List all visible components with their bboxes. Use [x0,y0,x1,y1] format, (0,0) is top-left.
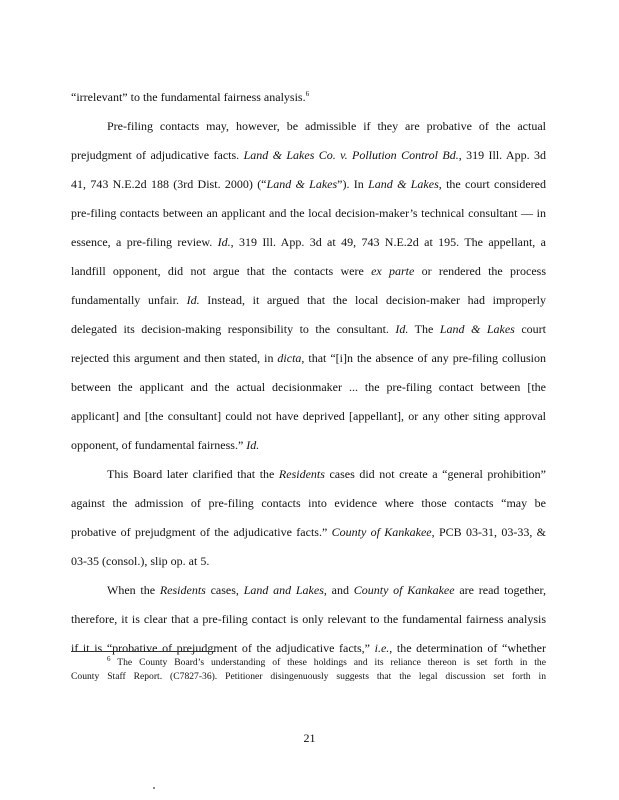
body-line-11: between the applicant and the actual decisionmaker ... the pre-filing contact between [the [71,380,546,394]
footnote-separator [71,651,215,652]
body-line-20: if it is “probative of prejudgment of the adjudicative facts,” i.e., the determination of “whether [71,641,546,655]
case-citation: Residents [159,583,206,597]
body-line-7: landfill opponent, did not argue that the contacts were ex parte or rendered the process [71,264,546,278]
body-line-8: fundamentally unfair. Id. Instead, it argued that the local decision-maker had improperly [71,293,546,307]
body-line-3: prejudgment of adjudicative facts. Land & Lakes Co. v. Pollution Control Bd., 319 Ill. App. 3d [71,148,546,162]
case-citation: Id. [217,235,231,249]
latin-term: dicta [277,351,302,365]
latin-term: ex parte [371,264,415,278]
page-number: 21 [303,731,316,745]
case-citation: Land and Lakes [243,583,324,597]
case-citation: Id. [246,438,260,452]
body-line-9: delegated its decision-making responsibility to the consultant. Id. The Land & Lakes court [71,322,546,336]
case-citation: County of Kankakee [353,583,455,597]
footnote-line-2: County Staff Report. (C7827-36). Petitioner disingenuously suggests that the legal discussion set forth in [71,671,546,682]
case-citation: Id. [395,322,409,336]
body-line-15: against the admission of pre-filing contacts into evidence where those contacts “may be [71,496,546,510]
case-citation: Land & Lakes Co. v. Pollution Control Bd. [243,148,459,162]
case-citation: Land & Lakes [368,177,439,191]
body-line-1: “irrelevant” to the fundamental fairness analysis.$^6$ [71,90,310,104]
body-line-17: 03-35 (consol.), slip op. at 5. [71,554,210,568]
body-line-19: therefore, it is clear that a pre-filing contact is only relevant to the fundamental fairness analysis [71,612,546,626]
case-citation: Land & Lakes [439,322,515,336]
body-line-14: This Board later clarified that the Residents cases did not create a “general prohibition” [107,467,546,481]
body-line-10: rejected this argument and then stated, in dicta, that “[i]n the absence of any pre-filing collusion [71,351,546,365]
footnote-ref-6[interactable]: 6 [305,90,310,98]
body-line-2: Pre-filing contacts may, however, be admissible if they are probative of the actual [107,119,546,133]
footnote-line-1: $^6$ The County Board’s understanding of these holdings and its reliance thereon is set forth in the [107,654,546,668]
case-citation: Residents [278,467,325,481]
body-line-16: probative of prejudgment of the adjudicative facts.” County of Kankakee, PCB 03-31, 03-33, & [71,525,546,539]
body-line-18: When the Residents cases, Land and Lakes, and County of Kankakee are read together, [107,583,547,597]
case-citation: Id. [186,293,200,307]
body-line-6: essence, a pre-filing review. Id., 319 Ill. App. 3d at 49, 743 N.E.2d at 195. The appellant, a [71,235,546,249]
body-line-5: pre-filing contacts between an applicant and the local decision-maker’s technical consultant — in [71,206,546,220]
body-line-12: applicant] and [the consultant] could not have deprived [appellant], or any other siting approval [71,409,546,423]
scan-speck [153,787,155,789]
body-line-13: opponent, of fundamental fairness.” Id. [71,438,260,452]
latin-term: i.e. [374,641,390,655]
footnote-number: 6 [107,654,111,663]
case-citation: Land & Lakes [266,177,338,191]
case-citation: County of Kankakee [331,525,432,539]
body-line-4: 41, 743 N.E.2d 188 (3rd Dist. 2000) (“Land & Lakes”). In Land & Lakes, the court considered [71,177,546,191]
